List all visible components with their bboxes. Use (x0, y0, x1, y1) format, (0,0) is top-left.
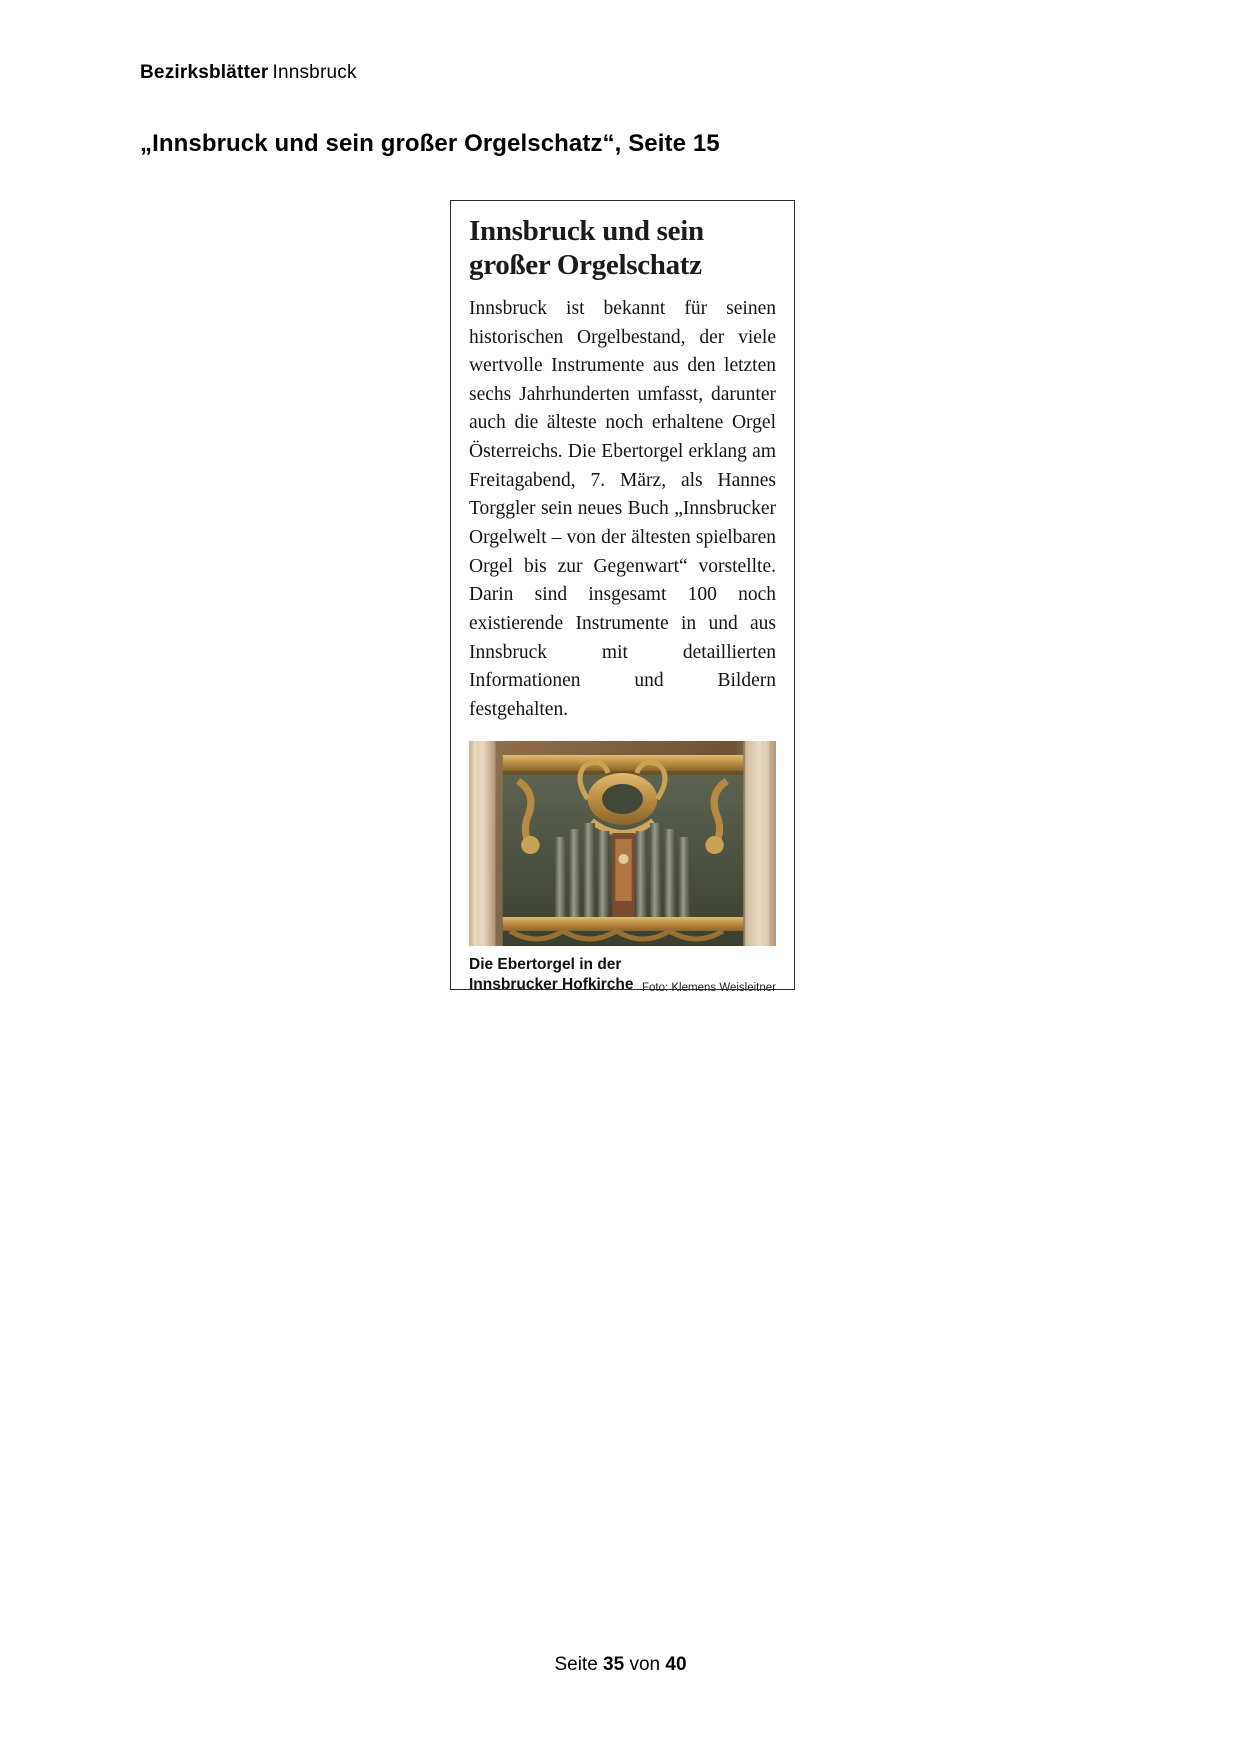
newspaper-clipping (450, 200, 795, 994)
clipping-headline-line2: großer Orgelschatz (469, 248, 702, 281)
clipping-headline (469, 215, 776, 283)
publication-brand: Bezirksblätter (140, 62, 269, 83)
clipping-caption (469, 955, 776, 997)
publication-edition: Innsbruck (272, 62, 357, 83)
clipping-body-text: Innsbruck ist bekannt für seinen historischen Orgelbestand, der viele wertvolle Instrumente aus den letzten sechs Jahrhunderten umfasst, darunter auch die älteste noch erhaltene Orgel Österreichs. Die Ebertorgel erklang am Freitagabend, 7. März, als Hannes Torggler sein neues Buch „Innsbrucker Orgelwelt – von der ältesten spielbaren Orgel bis zur Gegenwart“ vorstellte. Darin sind insgesamt 100 noch existierende Instrumente in und aus Innsbruck mit detaillierten Informationen und Bildern festgehalten. (469, 297, 776, 721)
clipping-photo-credit: Foto: Klemens Weisleitner (641, 981, 776, 994)
footer-total-pages: 40 (665, 1654, 687, 1675)
clipping-photo (469, 741, 776, 946)
organ-photo-illustration (469, 741, 776, 946)
page-header (140, 62, 357, 84)
page-title: „Innsbruck und sein großer Orgelschatz“, Seite 15 (140, 130, 720, 157)
page-footer (0, 1654, 1241, 1676)
footer-page-number: 35 (603, 1654, 625, 1675)
clipping-caption-text: Die Ebertorgel in der Innsbrucker Hofkirche (469, 955, 634, 993)
footer-prefix: Seite (554, 1654, 598, 1675)
footer-middle: von (629, 1654, 661, 1675)
clipping-headline-line1: Innsbruck und sein (469, 215, 704, 247)
